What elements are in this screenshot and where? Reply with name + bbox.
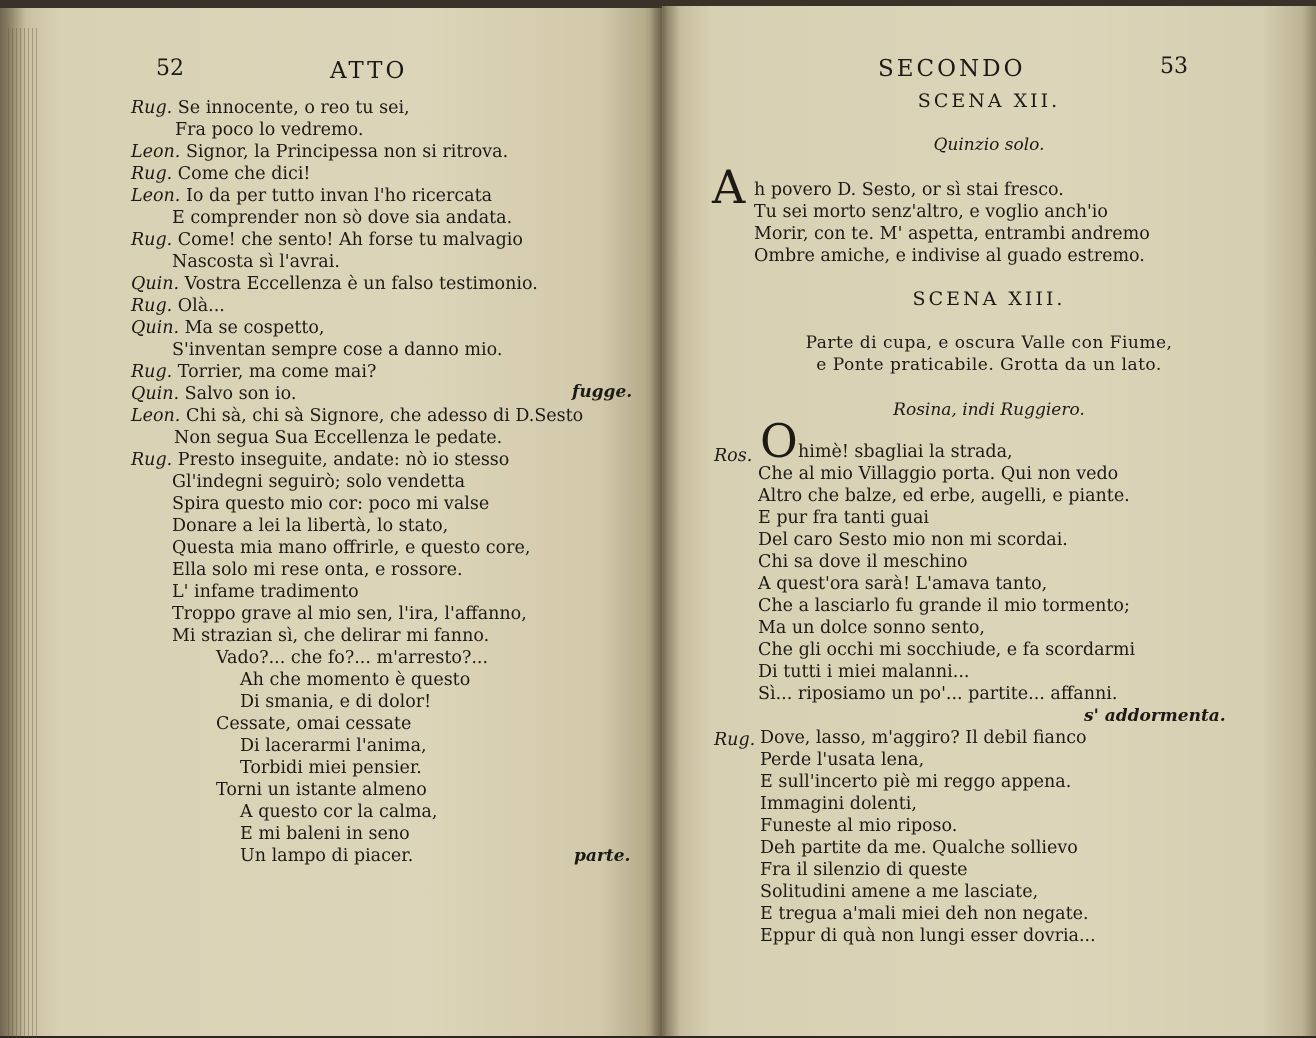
speaker: Rug. [131,230,173,250]
drop-cap: O [760,414,798,468]
verse-line: A quest'ora sarà! L'amava tanto, [758,574,1048,594]
verse-line: Ah che momento è questo [240,670,471,690]
verse-line: Chi sà, chi sà Signore, che adesso di D.Sesto [185,406,584,426]
verse-line: Tu sei morto senz'altro, e voglio anch'io [754,202,1108,222]
stage-direction: fugge. [572,382,633,402]
verse-line: L' infame tradimento [172,582,359,602]
verse-line: Un lampo di piacer. [240,846,414,866]
verse-line: E comprender non sò dove sia andata. [172,208,513,228]
verse-line: Di lacerarmi l'anima, [240,736,427,756]
verse-line: Torrier, ma come mai? [177,362,377,382]
verse-line: Non segua Sua Eccellenza le pedate. [174,428,503,448]
verse-line: Come che dici! [177,164,311,184]
running-head: ATTO [330,58,408,84]
speaker: Rug. [131,296,173,316]
verse-line: Dove, lasso, m'aggiro? Il debil fianco [760,728,1087,748]
verse-line: Eppur di quà non lungi esser dovria... [760,926,1096,946]
verse-line: Mi strazian sì, che delirar mi fanno. [172,626,490,646]
verse-line: E mi baleni in seno [240,824,410,844]
verse-line: Presto inseguite, andate: nò io stesso [177,450,510,470]
speaker: Ros. [714,446,753,466]
scene-characters: Rosina, indi Ruggiero. [893,400,1085,420]
verse-line: Torni un istante almeno [216,780,427,800]
verse-line: Se innocente, o reo tu sei, [177,98,410,118]
verse-line: S'inventan sempre cose a danno mio. [172,340,503,360]
speaker: Leon. [131,142,181,162]
verse-line: Salvo son io. [184,384,297,404]
verse-line: himè! sbagliai la strada, [798,442,1013,462]
book-gutter [650,0,680,1036]
speaker: Rug. [131,362,173,382]
verse-line: Fra il silenzio di queste [760,860,968,880]
verse-line: Immagini dolenti, [760,794,917,814]
verse-line: Che al mio Villaggio porta. Qui non vedo [758,464,1119,484]
verse-line: Troppo grave al mio sen, l'ira, l'affanno, [172,604,527,624]
verse-line: Ombre amiche, e indivise al guado estremo. [754,246,1145,266]
verse-line: Funeste al mio riposo. [760,816,958,836]
scene-characters: Quinzio solo. [933,135,1045,155]
verse-line: Deh partite da me. Qualche sollievo [760,838,1078,858]
verse-line: Fra poco lo vedremo. [175,120,364,140]
verse-line: Vostra Eccellenza è un falso testimonio. [184,274,538,294]
verse-line: E tregua a'mali miei deh non negate. [760,904,1089,924]
verse-line: Questa mia mano offrirle, e questo core, [172,538,531,558]
speaker: Rug. [131,164,173,184]
verse-line: Torbidi miei pensier. [240,758,422,778]
verse-line: Olà... [177,296,225,316]
speaker: Rug. [714,730,756,750]
verse-line: Donare a lei la libertà, lo stato, [172,516,449,536]
verse-line: Ma se cospetto, [184,318,325,338]
verse-line: Ella solo mi rese onta, e rossore. [172,560,463,580]
verse-line: Solitudini amene a me lasciate, [760,882,1039,902]
verse-line: E pur fra tanti guai [758,508,930,528]
verse-line: Ma un dolce sonno sento, [758,618,985,638]
right-page [662,0,1316,1036]
verse-line: Di smania, e di dolor! [240,692,432,712]
verse-line: Chi sa dove il meschino [758,552,968,572]
scene-setting: Parte di cupa, e oscura Valle con Fiume, [805,333,1173,353]
verse-line: Di tutti i miei malanni... [758,662,970,682]
verse-line: Del caro Sesto mio non mi scordai. [758,530,1068,550]
scene-heading: SCENA XII. [917,90,1061,112]
verse-line: Che gli occhi mi socchiude, e fa scordarmi [758,640,1136,660]
speaker: Rug. [131,98,173,118]
left-text-block [0,8,662,1036]
verse-line: Altro che balze, ed erbe, augelli, e piante. [758,486,1130,506]
verse-line: Come! che sento! Ah forse tu malvagio [177,230,523,250]
drop-cap: A [712,160,746,214]
verse-line: Signor, la Principessa non si ritrova. [185,142,509,162]
running-head: SECONDO [878,56,1026,82]
speaker: Leon. [131,186,181,206]
verse-line: Io da per tutto invan l'ho ricercata [185,186,493,206]
speaker: Quin. [131,384,180,404]
verse-line: Che a lasciarlo fu grande il mio tormento; [758,596,1130,616]
verse-line: Morir, con te. M' aspetta, entrambi andremo [754,224,1150,244]
verse-line: Perde l'usata lena, [760,750,925,770]
verse-line: Vado?... che fo?... m'arresto?... [216,648,489,668]
stage-direction: s' addormenta. [1084,706,1226,726]
verse-line: Nascosta sì l'avrai. [172,252,340,272]
speaker: Quin. [131,318,180,338]
verse-line: A questo cor la calma, [240,802,438,822]
verse-line: h povero D. Sesto, or sì stai fresco. [754,180,1064,200]
page-number: 52 [156,56,184,81]
page-number: 53 [1160,54,1188,79]
speaker: Rug. [131,450,173,470]
scene-setting: e Ponte praticabile. Grotta da un lato. [816,355,1162,375]
verse-line: Gl'indegni seguirò; solo vendetta [172,472,465,492]
verse-line: E sull'incerto piè mi reggo appena. [760,772,1072,792]
verse-line: Cessate, omai cessate [216,714,412,734]
speaker: Leon. [131,406,181,426]
scene-heading: SCENA XIII. [912,288,1066,310]
verse-line: Sì... riposiamo un po'... partite... affanni. [758,684,1118,704]
speaker: Quin. [131,274,180,294]
verse-line: Spira questo mio cor: poco mi valse [172,494,490,514]
stage-direction: parte. [574,846,631,866]
